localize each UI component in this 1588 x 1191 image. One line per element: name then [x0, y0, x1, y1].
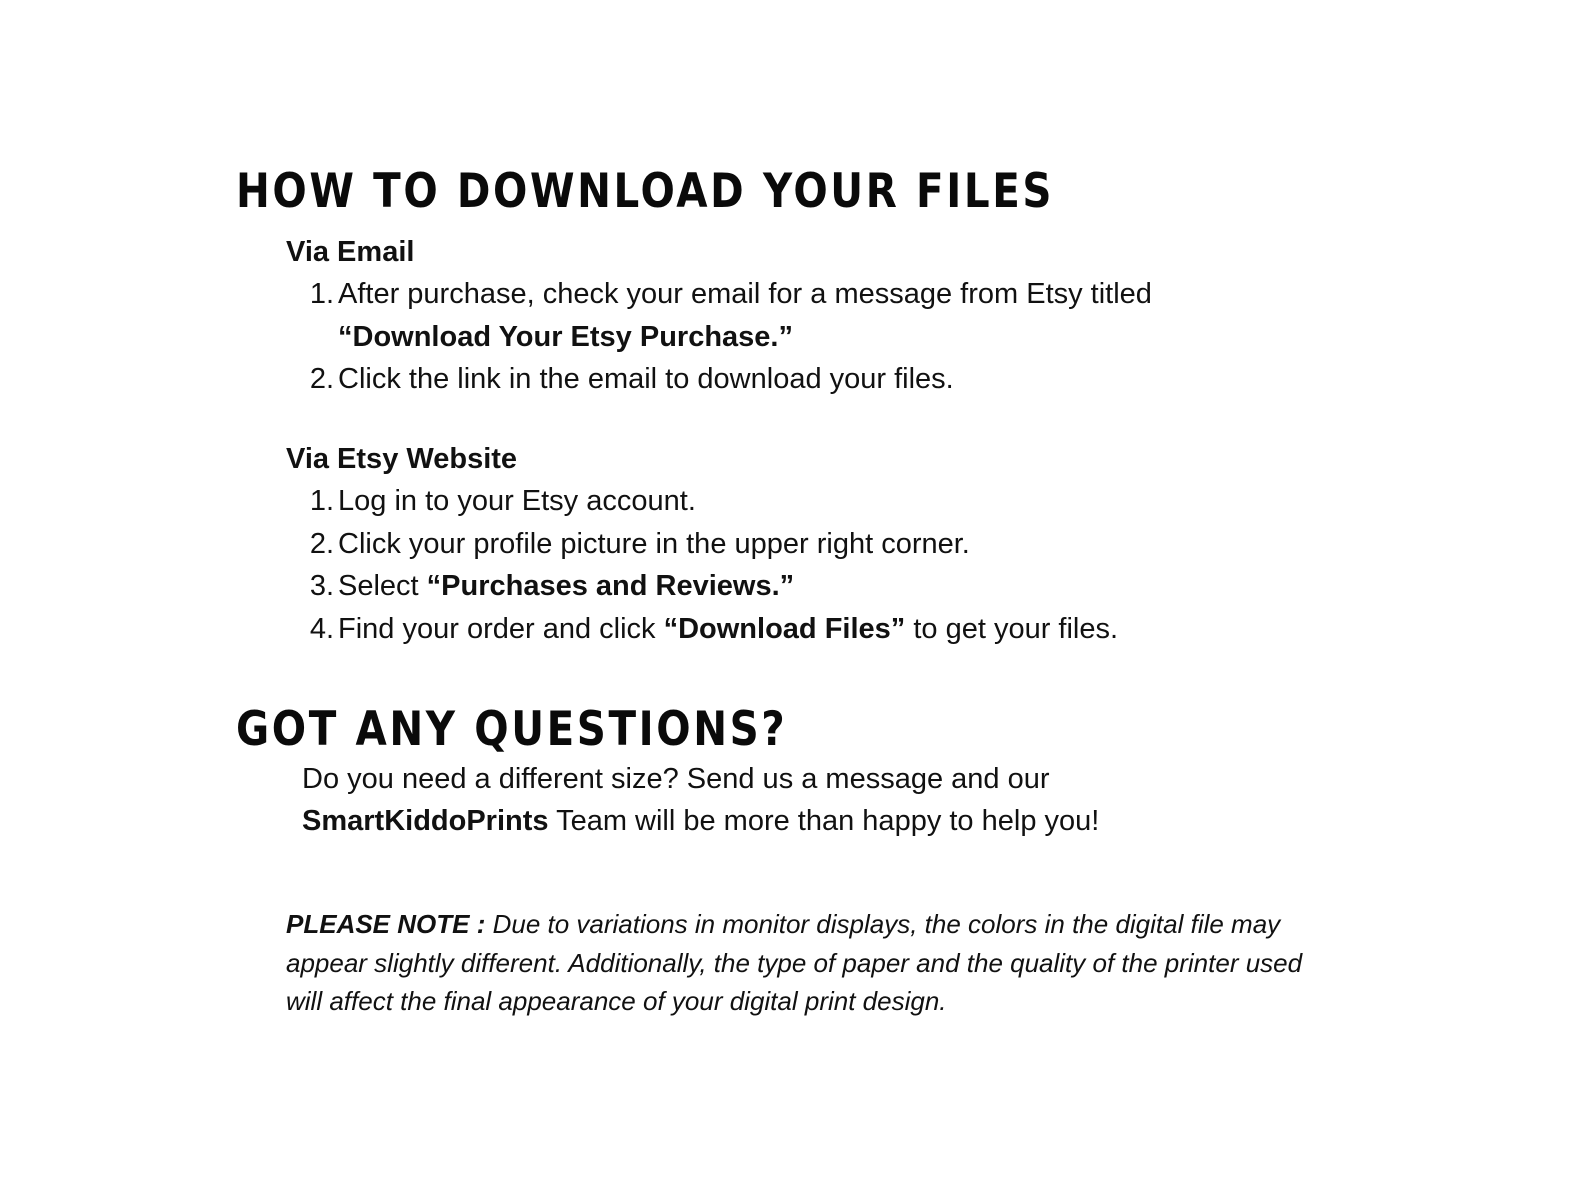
- list-item: [286, 523, 1296, 566]
- email-steps-list: [286, 273, 1296, 401]
- please-note: [286, 905, 1326, 1021]
- step-emphasis: “Download Files”: [663, 612, 906, 645]
- list-item: [286, 565, 1296, 608]
- step-text: Click the link in the email to download your files.: [338, 363, 954, 395]
- step-text: Log in to your Etsy account.: [338, 485, 696, 517]
- step-text: Select: [338, 570, 427, 602]
- step-emphasis: “Purchases and Reviews.”: [426, 570, 795, 602]
- questions-heading: GOT ANY QUESTIONS?: [236, 702, 788, 757]
- step-number: 3.: [309, 570, 334, 602]
- step-text: Find your order and click: [338, 612, 664, 645]
- step-text: After purchase, check your email for a message from Etsy titled: [338, 278, 1152, 310]
- step-number: 1.: [309, 278, 334, 310]
- questions-paragraph: [302, 758, 1302, 842]
- via-email-subheading: Via Email: [286, 236, 415, 268]
- step-number: 2.: [309, 527, 334, 560]
- brand-name: SmartKiddoPrints: [302, 805, 549, 837]
- website-steps-list: [286, 480, 1296, 650]
- step-text: Click your profile picture in the upper right corner.: [338, 527, 970, 560]
- step-number: 1.: [309, 485, 334, 517]
- download-files-heading: HOW TO DOWNLOAD YOUR FILES: [236, 164, 1055, 219]
- note-label: PLEASE NOTE :: [286, 909, 486, 939]
- questions-line-1: Do you need a different size? Send us a message and our: [302, 763, 1050, 795]
- questions-line-2: Team will be more than happy to help you!: [548, 805, 1100, 837]
- note-text: Due to variations in monitor displays, the colors in the digital file may appear slightly different. Additionally, the type of paper and the quality of the printer used will affect the final appearance of your digital print design.: [286, 909, 1303, 1016]
- step-number: 2.: [309, 363, 334, 395]
- list-item: [286, 273, 1296, 358]
- step-emphasis: “Download Your Etsy Purchase.”: [338, 320, 793, 353]
- step-number: 4.: [309, 612, 334, 645]
- list-item: [286, 358, 1296, 401]
- list-item: [286, 480, 1296, 523]
- step-text-after: to get your files.: [905, 612, 1119, 645]
- list-item: [286, 608, 1296, 651]
- via-website-subheading: Via Etsy Website: [286, 443, 518, 475]
